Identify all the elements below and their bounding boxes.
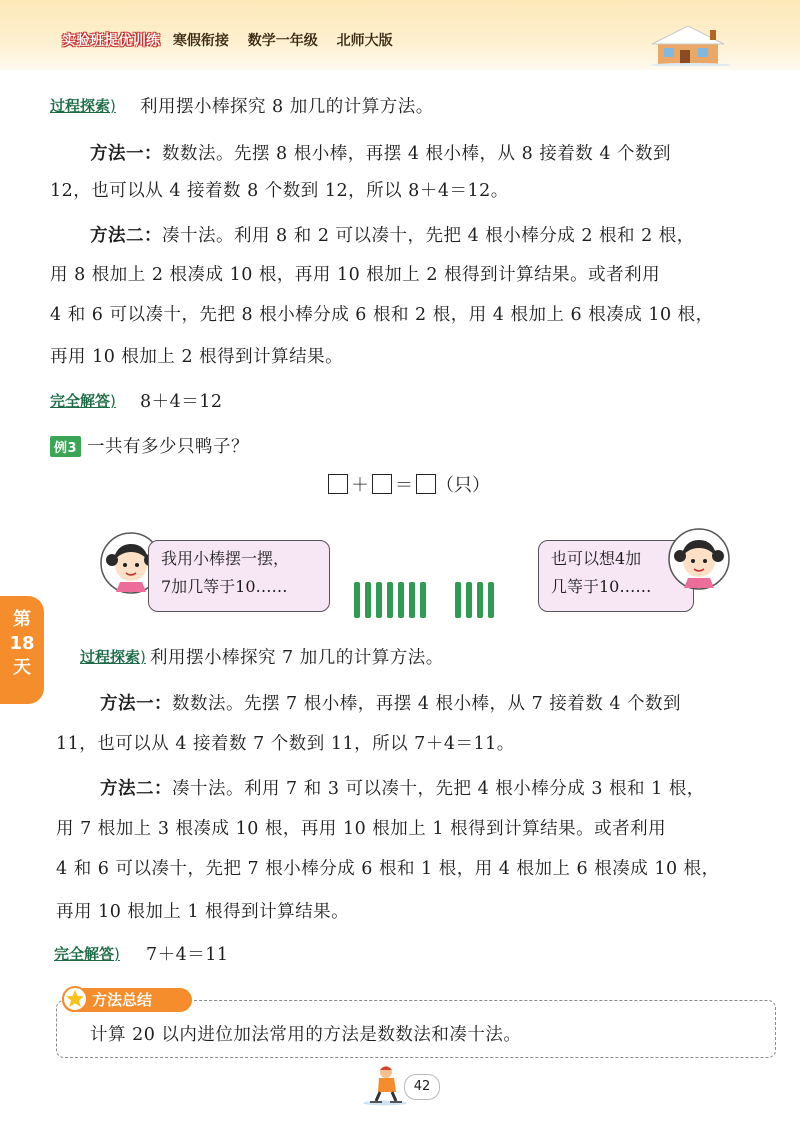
stick-left-7 — [420, 582, 426, 618]
section2-method1-line1 — [100, 690, 681, 715]
counting-sticks — [352, 580, 504, 620]
day-tab — [0, 596, 44, 704]
example3-question-text: 一共有多少只鸭子？ — [87, 437, 250, 457]
skater-mascot-icon — [360, 1064, 410, 1106]
page-header — [0, 0, 800, 70]
summary-text: 计算 20 以内进位加法常用的方法是数数法和凑十法。 — [90, 1025, 522, 1045]
process-label-2: 过程探索) — [80, 648, 146, 666]
stick-left-5 — [398, 582, 404, 618]
bubble-left-line1: 我用小棒摆一摆， — [161, 549, 290, 568]
answer-label-2: 完全解答) — [54, 945, 120, 963]
answer-label: 完全解答) — [50, 392, 116, 410]
section1-method2-line1 — [90, 222, 695, 247]
section2-answer: 7＋4＝11 — [146, 945, 229, 965]
stick-left-1 — [354, 582, 360, 618]
answer-box-3[interactable] — [416, 474, 436, 494]
section2-method1-line2: 11，也可以从 4 接着数 7 个数到 11，所以 7＋4＝11。 — [56, 734, 515, 754]
header-title — [62, 30, 407, 50]
equals-sign: ＝ — [395, 475, 413, 496]
header-subject: 数学一年级 — [247, 33, 318, 49]
header-edition: 北师大版 — [336, 33, 393, 49]
bubble-right-line2: 几等于10…… — [551, 577, 652, 596]
summary-label: 方法总结 — [62, 988, 192, 1012]
process-label-2-text: 过程探索 — [80, 648, 141, 666]
stick-right-3 — [477, 582, 483, 618]
method2-title: 方法二： — [90, 226, 162, 246]
answer-label-2-text: 完全解答 — [54, 945, 115, 963]
method1-text-2: 数数法。先摆 7 根小棒，再摆 4 根小棒，从 7 接着数 4 个数到 — [172, 694, 682, 714]
process-label: 过程探索) — [50, 97, 116, 115]
star-icon — [62, 986, 88, 1012]
section2-method2-line1 — [100, 775, 705, 800]
example3-question — [50, 433, 249, 458]
girl-avatar-right — [668, 528, 730, 590]
section1-method2-line2: 用 8 根加上 2 根凑成 10 根，再用 10 根加上 2 根得到计算结果。或者利用 — [50, 265, 661, 285]
example-tag: 例3 — [50, 436, 81, 457]
section2-intro: 利用摆小棒探究 7 加几的计算方法。 — [150, 648, 444, 668]
day-tab-number: 18 — [9, 633, 35, 654]
stick-right-4 — [488, 582, 494, 618]
section2-method2-line4: 再用 10 根加上 1 根得到计算结果。 — [56, 902, 350, 922]
section1-method1-line1 — [90, 140, 671, 165]
stick-right-1 — [455, 582, 461, 618]
answer-box-1[interactable] — [328, 474, 348, 494]
example3-equation — [328, 471, 490, 497]
section1-method2-line3: 4 和 6 可以凑十，先把 8 根小棒分成 6 根和 2 根，用 4 根加上 6 根凑成 10 根， — [50, 305, 714, 325]
stick-left-2 — [365, 582, 371, 618]
header-subtitle: 寒假衔接 — [172, 33, 229, 49]
method1-text: 数数法。先摆 8 根小棒，再摆 4 根小棒，从 8 接着数 4 个数到 — [162, 144, 672, 164]
unit-text: （只） — [436, 475, 490, 496]
stick-left-3 — [376, 582, 382, 618]
method2-text-2: 凑十法。利用 7 和 3 可以凑十，先把 4 根小棒分成 3 根和 1 根， — [172, 779, 705, 799]
section1-method1-line2: 12，也可以从 4 接着数 8 个数到 12，所以 8＋4＝12。 — [50, 181, 509, 201]
bubble-right-line1: 也可以想4加 — [551, 549, 642, 568]
day-tab-line1: 第 — [13, 609, 31, 630]
bubble-left-line2: 7加几等于10…… — [161, 577, 288, 596]
section1-answer: 8＋4＝12 — [140, 392, 223, 412]
method1-title-2: 方法一： — [100, 694, 172, 714]
method2-title-2: 方法二： — [100, 779, 172, 799]
answer-label-text: 完全解答 — [50, 392, 111, 410]
method2-text: 凑十法。利用 8 和 2 可以凑十，先把 4 根小棒分成 2 根和 2 根， — [162, 226, 695, 246]
answer-box-2[interactable] — [372, 474, 392, 494]
series-brand: 实验班提优训练 — [62, 33, 160, 49]
day-tab-line3: 天 — [13, 657, 31, 678]
section1-method2-line4: 再用 10 根加上 2 根得到计算结果。 — [50, 347, 344, 367]
method1-title: 方法一： — [90, 144, 162, 164]
plus-sign: ＋ — [351, 475, 369, 496]
section1-intro: 利用摆小棒探究 8 加几的计算方法。 — [140, 97, 434, 117]
stick-left-6 — [409, 582, 415, 618]
snow-house-icon — [650, 22, 732, 66]
speech-bubble-left — [148, 540, 330, 612]
process-label-text: 过程探索 — [50, 97, 111, 115]
page-number: 42 — [404, 1074, 440, 1100]
stick-left-4 — [387, 582, 393, 618]
section2-method2-line3: 4 和 6 可以凑十，先把 7 根小棒分成 6 根和 1 根，用 4 根加上 6 根凑成 10 根， — [56, 859, 720, 879]
stick-right-2 — [466, 582, 472, 618]
section2-method2-line2: 用 7 根加上 3 根凑成 10 根，再用 10 根加上 1 根得到计算结果。或者利用 — [56, 819, 667, 839]
